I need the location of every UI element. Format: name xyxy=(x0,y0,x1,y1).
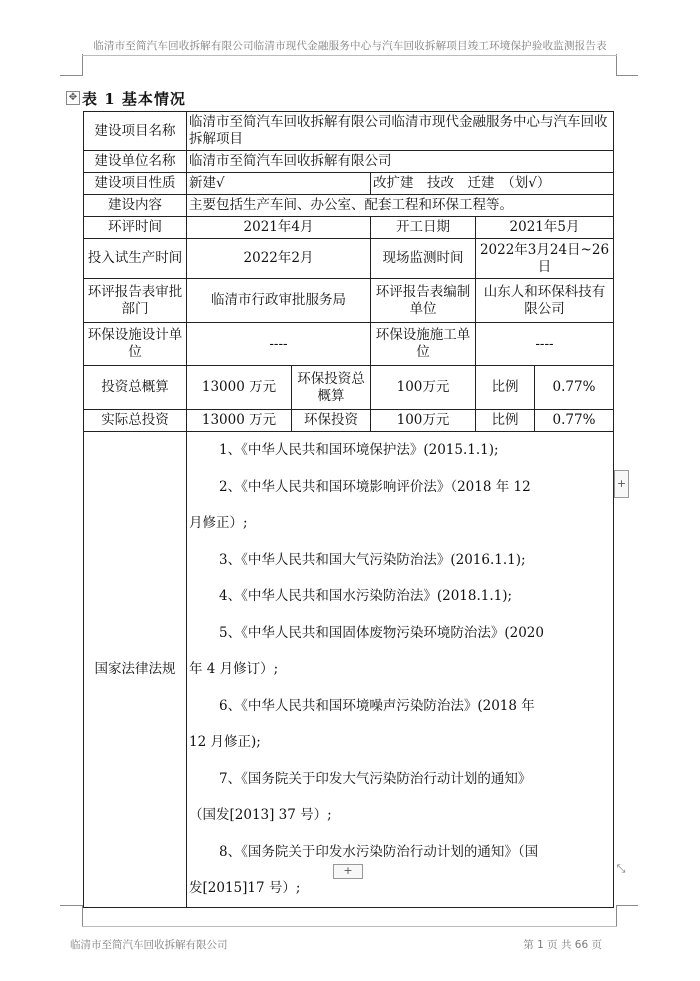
crop-mark-top-left-v xyxy=(82,54,83,76)
ratio-label: 比例 xyxy=(476,410,535,432)
crop-mark-top-right-v xyxy=(616,54,617,76)
footer-company: 临清市至简汽车回收拆解有限公司 xyxy=(70,939,228,951)
env-investment-budget-value: 100万元 xyxy=(371,366,476,410)
resize-icon[interactable]: ⤡ xyxy=(616,862,626,875)
approve-dept-label: 环评报告表审批部门 xyxy=(84,279,187,323)
law-item: 8、《国务院关于印发水污染防治行动计划的通知》（国 xyxy=(219,843,539,860)
construct-unit-label: 环保设施施工单位 xyxy=(371,323,476,366)
actual-investment-label: 实际总投资 xyxy=(84,410,187,432)
add-column-plus-icon[interactable]: + xyxy=(614,470,629,498)
env-investment-budget-label: 环保投资总概算 xyxy=(292,366,371,410)
approve-dept-value: 临清市行政审批服务局 xyxy=(187,279,371,323)
trial-production-value: 2022年2月 xyxy=(187,239,371,279)
trial-production-label: 投入试生产时间 xyxy=(84,239,187,279)
law-item: 7、《国务院关于印发大气污染防治行动计划的通知》 xyxy=(219,770,532,787)
crop-mark-bottom-right-v xyxy=(616,905,617,927)
basic-info-table xyxy=(83,111,614,908)
law-item: 5、《中华人民共和国固体废物污染环境防治法》(2020 xyxy=(219,624,544,641)
unit-value: 临清市至简汽车回收拆解有限公司 xyxy=(187,151,614,173)
add-row-plus-icon[interactable]: + xyxy=(333,864,363,879)
env-investment-value: 100万元 xyxy=(371,410,476,432)
law-item-continued: 年 4 月修订）; xyxy=(189,661,279,677)
ratio-value: 0.77% xyxy=(535,366,614,410)
unit-label: 建设单位名称 xyxy=(84,151,187,173)
laws-list xyxy=(187,432,614,908)
eia-time-value: 2021年4月 xyxy=(187,217,371,239)
laws-label: 国家法律法规 xyxy=(84,432,187,908)
footer-rule xyxy=(82,926,617,927)
monitor-time-label: 现场监测时间 xyxy=(371,239,476,279)
law-item-continued: 月修正）; xyxy=(189,515,248,531)
crop-mark-bottom-left-v xyxy=(82,905,83,927)
footer-page-number: 第 1 页 共 66 页 xyxy=(523,939,602,951)
actual-investment-value: 13000 万元 xyxy=(187,410,292,432)
crop-mark-top-right-h xyxy=(616,75,638,76)
law-item-continued: （国发[2013] 37 号）; xyxy=(189,807,332,823)
law-item: 1、《中华人民共和国环境保护法》(2015.1.1); xyxy=(219,442,499,458)
crop-mark-bottom-left-h xyxy=(60,905,83,906)
move-handle-icon[interactable]: ✥ xyxy=(66,91,80,105)
start-date-label: 开工日期 xyxy=(371,217,476,239)
crop-mark-top-left-h xyxy=(60,75,83,76)
law-item: 2、《中华人民共和国环境影响评价法》（2018 年 12 xyxy=(219,478,531,495)
law-item-continued: 12 月修正); xyxy=(189,734,261,750)
header-rule xyxy=(82,55,617,56)
project-name-value: 临清市至简汽车回收拆解有限公司临清市现代金融服务中心与汽车回收拆解项目 xyxy=(187,112,614,151)
law-item: 4、《中华人民共和国水污染防治法》(2018.1.1); xyxy=(219,588,513,604)
law-item: 3、《中华人民共和国大气污染防治法》(2016.1.1); xyxy=(219,551,526,568)
investment-budget-label: 投资总概算 xyxy=(84,366,187,410)
start-date-value: 2021年5月 xyxy=(476,217,614,239)
eia-time-label: 环评时间 xyxy=(84,217,187,239)
design-unit-label: 环保设施设计单位 xyxy=(84,323,187,366)
compile-unit-value: 山东人和环保科技有限公司 xyxy=(476,279,614,323)
law-item-continued: 发[2015]17 号）; xyxy=(189,880,301,896)
law-item: 6、《中华人民共和国环境噪声污染防治法》(2018 年 xyxy=(219,697,535,714)
crop-mark-bottom-right-h xyxy=(616,905,638,906)
design-unit-value: ---- xyxy=(187,323,371,366)
investment-budget-value: 13000 万元 xyxy=(187,366,292,410)
content-value: 主要包括生产车间、办公室、配套工程和环保工程等。 xyxy=(187,195,614,217)
nature-others: 改扩建 技改 迁建 （划√） xyxy=(371,173,614,195)
table-title-row xyxy=(66,88,186,108)
nature-label: 建设项目性质 xyxy=(84,173,187,195)
table-title: 表 1 基本情况 xyxy=(82,89,186,108)
env-investment-label: 环保投资 xyxy=(292,410,371,432)
nature-new: 新建√ xyxy=(187,173,371,195)
project-name-label: 建设项目名称 xyxy=(84,112,187,151)
ratio-value: 0.77% xyxy=(535,410,614,432)
running-header: 临清市至简汽车回收拆解有限公司临清市现代金融服务中心与汽车回收拆解项目竣工环境保护验收监测报告表 xyxy=(93,40,607,52)
compile-unit-label: 环评报告表编制单位 xyxy=(371,279,476,323)
monitor-time-value: 2022年3月24日~26日 xyxy=(476,239,614,279)
construct-unit-value: ---- xyxy=(476,323,614,366)
ratio-label: 比例 xyxy=(476,366,535,410)
content-label: 建设内容 xyxy=(84,195,187,217)
